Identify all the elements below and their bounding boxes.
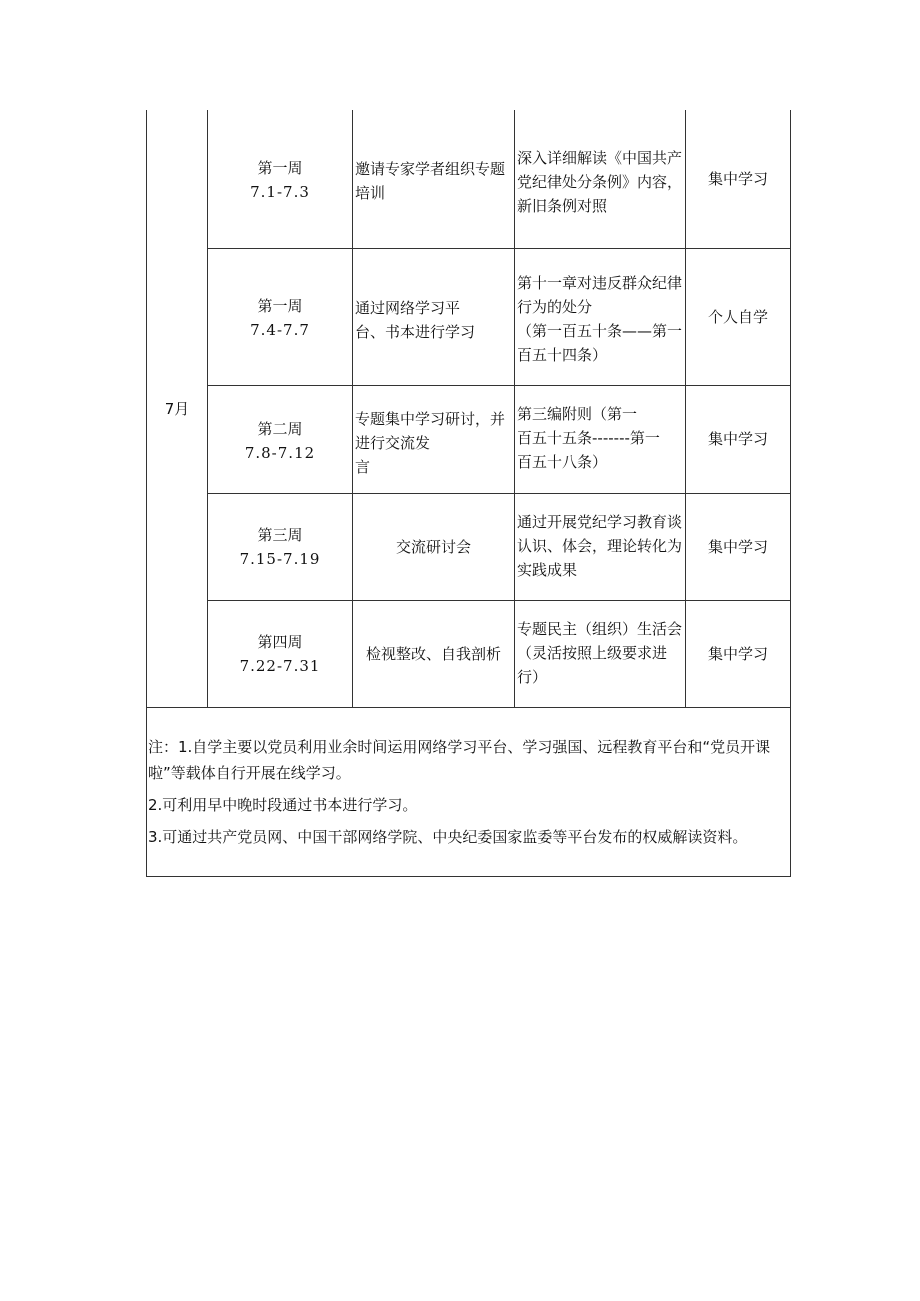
week-label: 第一周 — [257, 297, 303, 315]
date-range: 7.8-7.12 — [244, 444, 316, 462]
week-cell — [208, 411, 352, 471]
form-cell — [353, 400, 515, 486]
content-cell — [515, 604, 687, 702]
month-cell — [147, 110, 207, 707]
week-cell — [208, 288, 352, 348]
content-cell — [515, 140, 687, 224]
month-label: 7月 — [164, 399, 190, 418]
week-label: 第二周 — [257, 420, 303, 438]
form-line: 台、书本进行学习 — [355, 323, 476, 341]
content-line: 百五十四条） — [517, 346, 608, 364]
content-line: 行为的处分 — [517, 298, 593, 316]
content-line: 党纪律处分条例》内容， — [517, 173, 683, 191]
content-line: 实践成果 — [517, 561, 578, 579]
content-line: 第十一章对违反群众纪律 — [517, 274, 683, 292]
method-cell — [686, 385, 790, 493]
form-cell — [353, 292, 515, 348]
form-cell — [353, 155, 515, 207]
content-cell — [515, 260, 687, 378]
notes-section — [148, 734, 788, 856]
form-cell — [353, 600, 514, 707]
content-line: 行） — [517, 668, 548, 686]
note-item: 3.可通过共产党员网、中国干部网络学院、中央纪委国家监委等平台发布的权威解读资料。 — [148, 828, 748, 846]
table-border-bottom — [146, 876, 790, 877]
date-range: 7.22-7.31 — [239, 657, 321, 675]
content-line: 第三编附则（第一 — [517, 405, 638, 423]
week-label: 第三周 — [257, 526, 303, 544]
row-divider — [146, 707, 790, 708]
form-line: 专题集中学习研讨，并 — [355, 410, 506, 428]
form-line: 通过网络学习平 — [355, 299, 461, 317]
form-line: 邀请专家学者组织专题 — [355, 160, 506, 178]
method-label: 集中学习 — [707, 644, 768, 663]
form-line: 检视整改、自我剖析 — [365, 644, 501, 663]
week-label: 第四周 — [257, 633, 303, 651]
week-label: 第一周 — [257, 159, 303, 177]
form-line: 进行交流发 — [355, 434, 431, 452]
content-line: （灵活按照上级要求进 — [517, 644, 668, 662]
form-cell — [353, 493, 514, 600]
form-line: 言 — [355, 458, 371, 476]
method-label: 集中学习 — [707, 430, 768, 448]
date-range: 7.1-7.3 — [250, 183, 310, 201]
content-line: 通过开展党纪学习教育谈 — [517, 513, 683, 531]
content-line: 百五十八条） — [517, 453, 608, 471]
content-line: 专题民主（组织）生活会 — [517, 620, 683, 638]
date-range: 7.4-7.7 — [250, 321, 310, 339]
method-cell — [686, 600, 790, 707]
form-line: 培训 — [355, 184, 386, 202]
method-label: 集中学习 — [707, 170, 768, 188]
table-border-right — [790, 110, 791, 877]
date-range: 7.15-7.19 — [239, 550, 321, 568]
method-cell — [686, 110, 790, 248]
content-line: （第一百五十条——第一 — [517, 322, 683, 340]
form-line: 交流研讨会 — [395, 537, 471, 556]
method-label: 个人自学 — [707, 307, 768, 326]
content-line: 新旧条例对照 — [517, 197, 608, 215]
content-cell — [515, 497, 687, 595]
method-cell — [686, 248, 790, 385]
week-cell — [208, 517, 352, 577]
method-label: 集中学习 — [707, 537, 768, 556]
content-line: 百五十五条-------第一 — [517, 429, 660, 447]
method-cell — [686, 493, 790, 600]
week-cell — [208, 150, 352, 210]
note-item: 注：1.自学主要以党员利用业余时间运用网络学习平台、学习强国、远程教育平台和“党员开课啦”等载体自行开展在线学习。 — [148, 738, 771, 782]
week-cell — [208, 624, 352, 684]
content-line: 深入详细解读《中国共产 — [517, 149, 683, 167]
content-line: 认识、体会，理论转化为 — [517, 537, 683, 555]
note-item: 2.可利用早中晚时段通过书本进行学习。 — [148, 796, 418, 814]
content-cell — [515, 388, 687, 488]
